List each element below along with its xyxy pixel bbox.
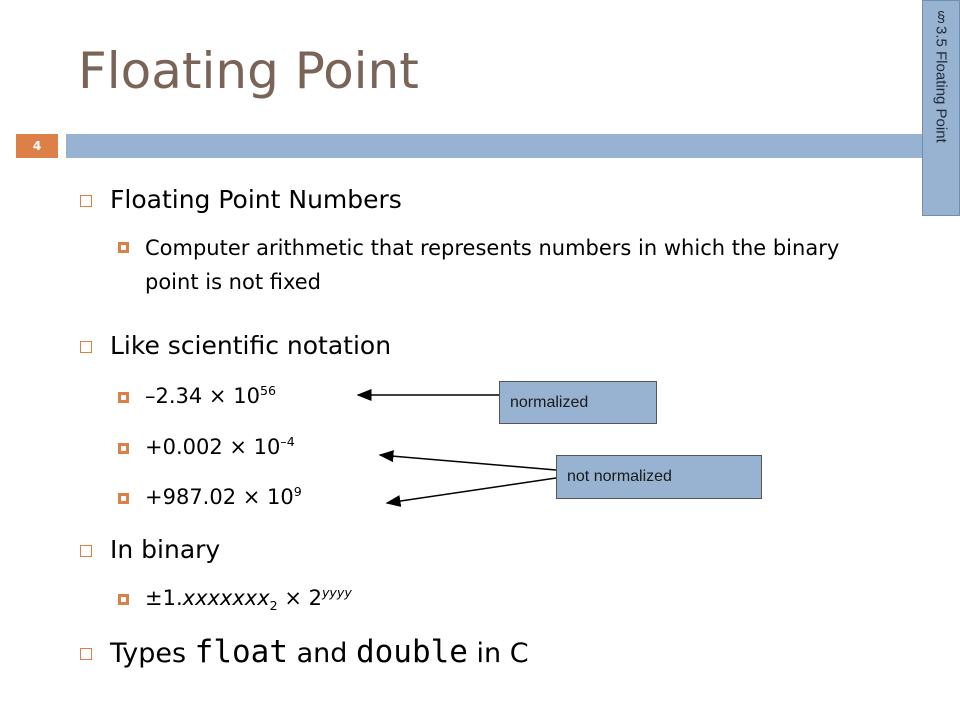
bullet-text: Types float and double in C: [110, 634, 529, 670]
slide-number: 4: [16, 134, 58, 158]
example-1-text: $-2.34 \times 10^{56}$: [145, 383, 276, 408]
sub-bullet-text: Computer arithmetic that represents numbers in which the binary point is not fixed: [145, 236, 840, 294]
arrow-not-normalized-2: [387, 478, 556, 503]
callout-not-normalized: not normalized: [556, 455, 762, 499]
example-2-text: $+0.002 \times 10^{-4}$: [145, 434, 295, 459]
bullet-text: In binary: [110, 535, 221, 564]
callout-normalized: normalized: [499, 381, 657, 424]
section-tab-label: §3.5 Floating Point: [932, 9, 950, 143]
slide-title: Floating Point: [78, 42, 419, 100]
binary-format-text: ±1.xxxxxxx$_2$ × $2^{yyyy}$: [145, 585, 352, 614]
bullet-text: Floating Point Numbers: [110, 185, 402, 214]
arrow-not-normalized-1: [380, 455, 556, 470]
example-3-text: $+987.02 \times 10^9$: [145, 484, 302, 509]
bullet-text: Like scientific notation: [110, 331, 392, 360]
